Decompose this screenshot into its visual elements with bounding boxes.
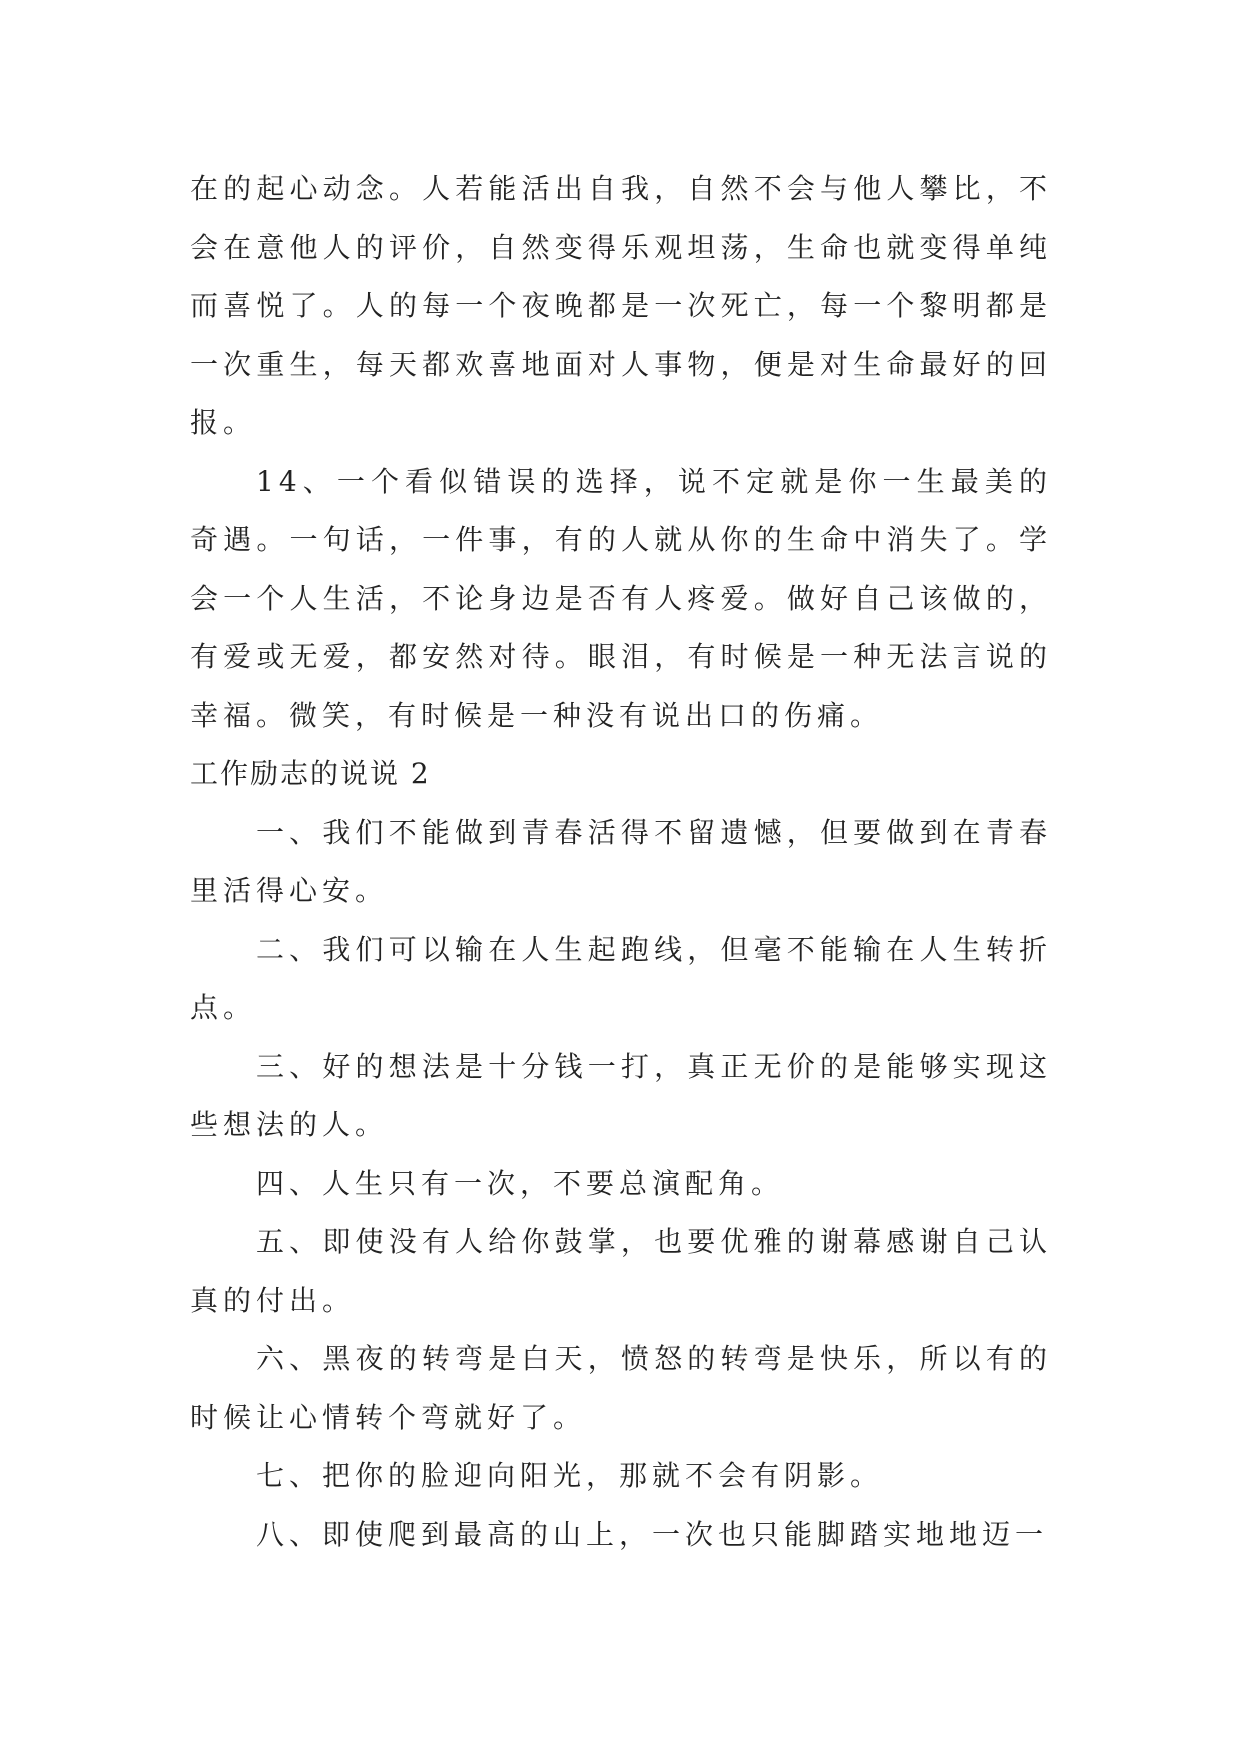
list-item: 三、好的想法是十分钱一打，真正无价的是能够实现这些想法的人。 [190, 1049, 1052, 1141]
list-item: 七、把你的脸迎向阳光，那就不会有阴影。 [256, 1459, 884, 1492]
list-item: 五、即使没有人给你鼓掌，也要优雅的谢幕感谢自己认真的付出。 [190, 1225, 1052, 1317]
paragraph-continuation: 在的起心动念。人若能活出自我，自然不会与他人攀比，不会在意他人的评价，自然变得乐观坦荡，生命也就变得单纯而喜悦了。人的每一个夜晚都是一次死亡，每一个黎明都是一次重生，每天都欢喜地面对人事物，便是对生命最好的回报。 [190, 172, 1052, 439]
list-item: 八、即使爬到最高的山上，一次也只能脚踏实地地迈一 [256, 1517, 1049, 1551]
section-heading: 工作励志的说说 2 [190, 757, 431, 790]
list-item: 四、人生只有一次，不要总演配角。 [256, 1166, 785, 1200]
paragraph-item-14: 14、一个看似错误的选择，说不定就是你一生最美的奇遇。一句话，一件事，有的人就从你的生命中消失了。学会一个人生活，不论身边是否有人疼爱。做好自己该做的，有爱或无爱，都安然对待。眼泪，有时候是一种无法言说的幸福。微笑，有时候是一种没有说出口的伤痛。 [190, 464, 1052, 732]
list-item: 六、黑夜的转弯是白天，愤怒的转弯是快乐，所以有的时候让心情转个弯就好了。 [190, 1342, 1052, 1434]
text-column [190, 160, 1052, 1564]
list-item: 一、我们不能做到青春活得不留遗憾，但要做到在青春里活得心安。 [190, 815, 1052, 907]
list-item: 二、我们可以输在人生起跑线，但毫不能输在人生转折点。 [190, 932, 1052, 1024]
